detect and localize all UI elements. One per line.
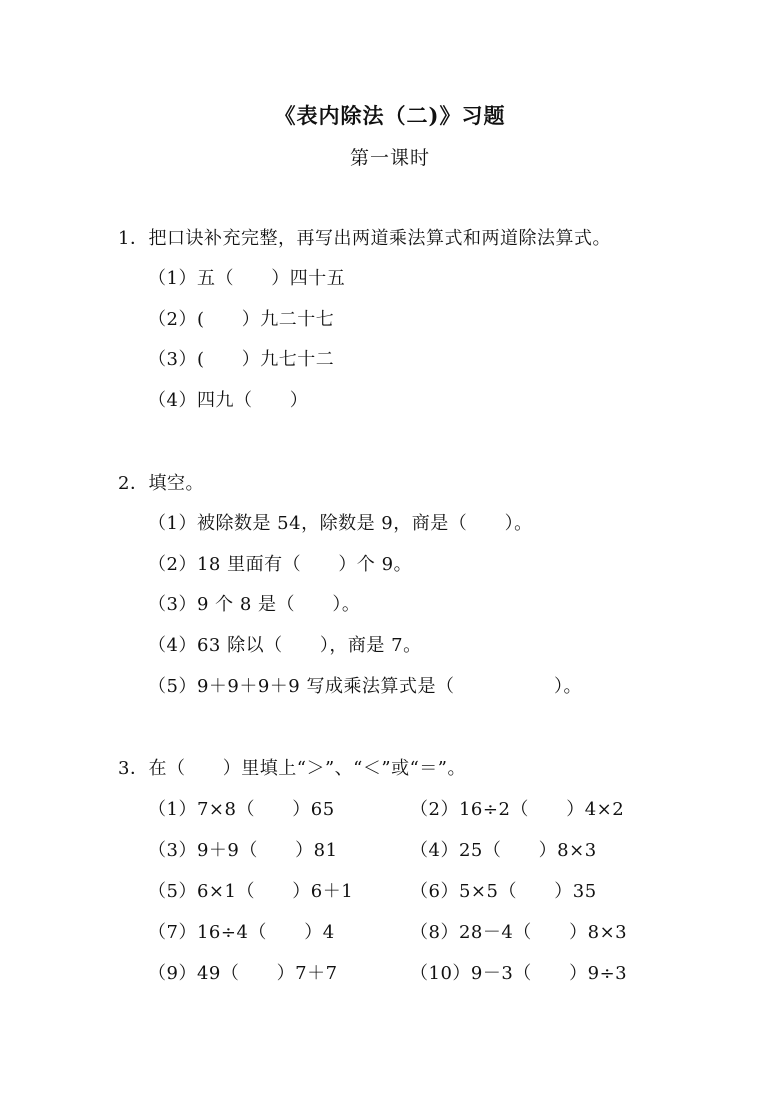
question-2-item: （5）9＋9＋9＋9 写成乘法算式是（ ）。 [148,676,583,697]
question-3-item-right: （10）9－3（ ）9÷3 [410,963,628,984]
question-3-item-left: （5）6×1（ ）6＋1 [148,881,354,902]
question-3-item-right: （4）25（ ）8×3 [410,840,597,861]
page-title: 《表内除法（二)》习题 [274,103,506,128]
page-subtitle: 第一课时 [349,147,430,169]
question-3-item-right: （2）16÷2（ ）4×2 [410,799,625,820]
question-2-title: 2．填空。 [118,473,204,494]
question-3-item-right: （8）28－4（ ）8×3 [410,922,628,943]
question-1-item: （4）四九（ ） [148,390,309,411]
question-3-item-right: （6）5×5（ ）35 [410,881,597,902]
question-1-item: （3）( ）九七十二 [148,349,335,370]
question-3-item-left: （7）16÷4（ ）4 [148,922,335,943]
question-2-item: （4）63 除以（ ），商是 7。 [148,635,422,656]
question-2-item: （2）18 里面有（ ）个 9。 [148,554,413,575]
question-1-item: （2）( ）九二十七 [148,309,335,330]
question-3-title: 3．在（ ）里填上“＞”、“＜”或“＝”。 [118,758,466,779]
question-1-item: （1）五（ ）四十五 [148,268,346,289]
question-3-item-left: （3）9＋9（ ）81 [148,840,338,861]
question-1-title: 1．把口诀补充完整，再写出两道乘法算式和两道除法算式。 [118,228,611,249]
question-3-item-left: （9）49（ ）7＋7 [148,963,338,984]
question-2-item: （3）9 个 8 是（ ）。 [148,594,361,615]
question-3-item-left: （1）7×8（ ）65 [148,799,335,820]
question-2-item: （1）被除数是 54，除数是 9，商是（ ）。 [148,513,533,534]
